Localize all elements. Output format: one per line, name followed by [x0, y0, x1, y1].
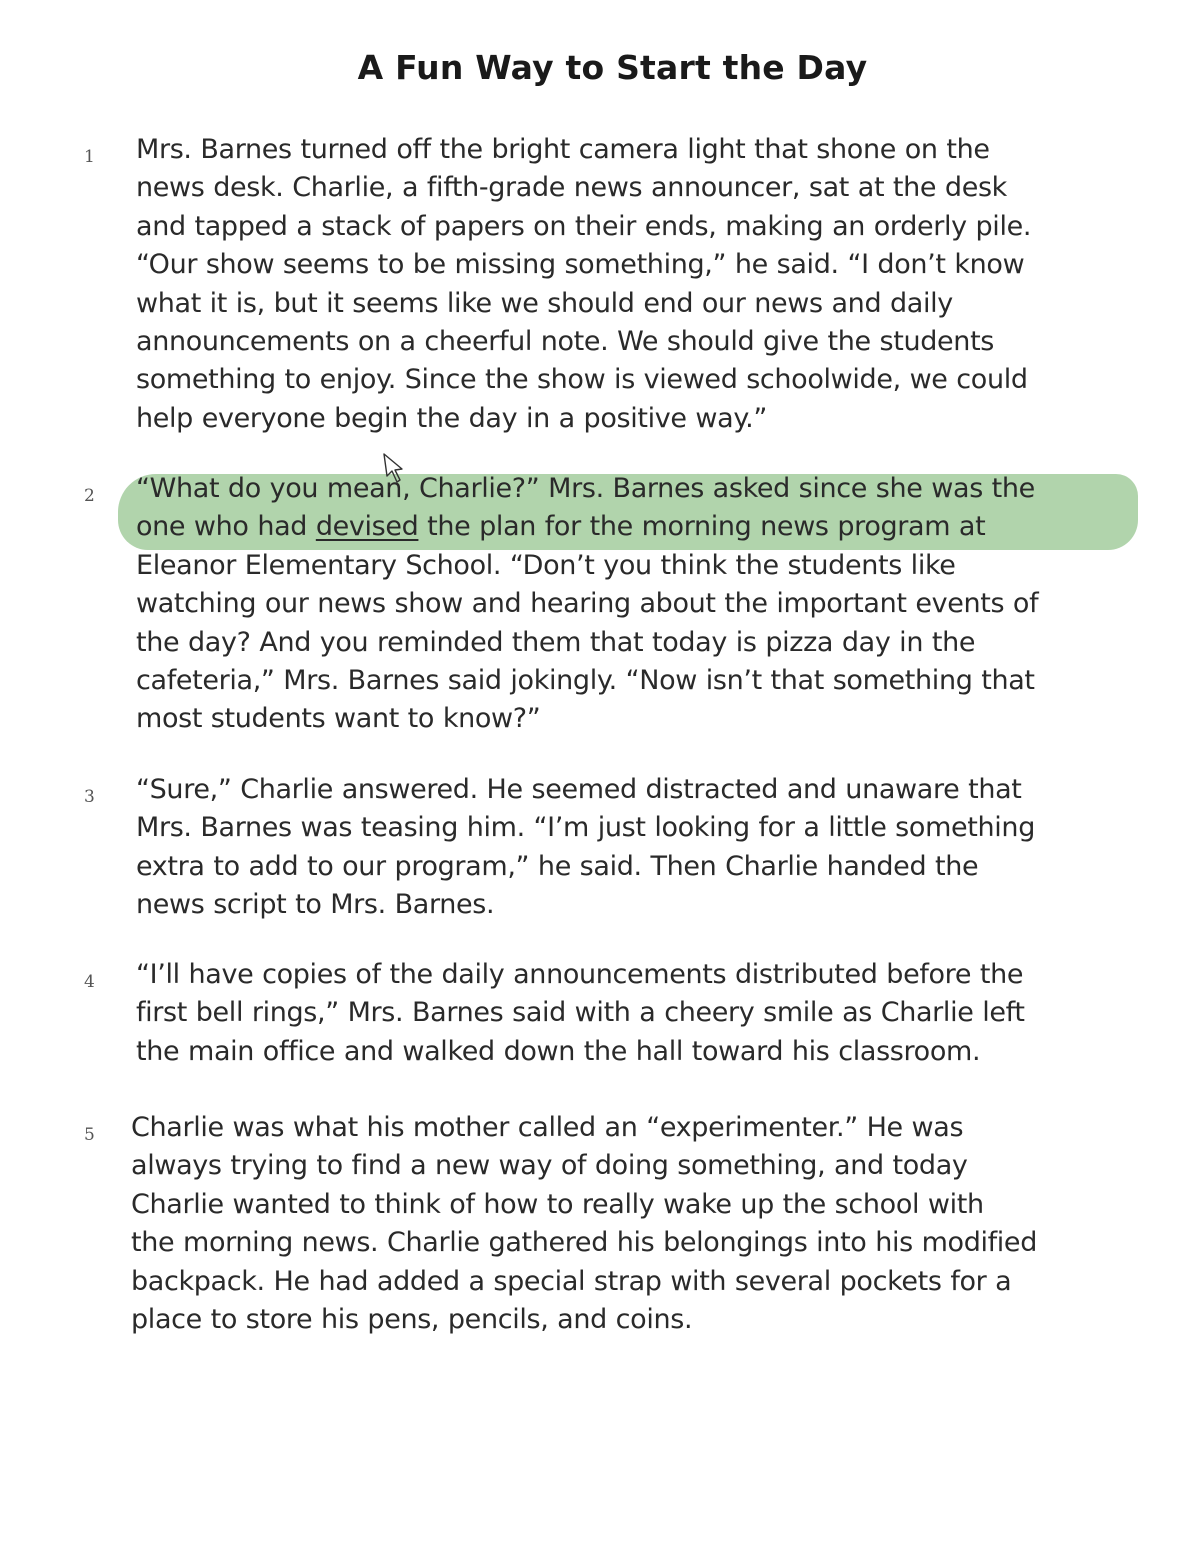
paragraph-line: “Our show seems to be missing something,” he said. “I don’t know — [136, 249, 1025, 281]
paragraph-2 — [136, 470, 1141, 739]
paragraph-line: Charlie wanted to think of how to really wake up the school with — [131, 1188, 984, 1220]
paragraph-line: backpack. He had added a special strap with several pockets for a — [131, 1265, 1012, 1297]
paragraph-line: the day? And you reminded them that today is pizza day in the — [136, 626, 976, 658]
paragraph-line: Mrs. Barnes turned off the bright camera light that shone on the — [136, 134, 990, 165]
paragraph-line: Eleanor Elementary School. “Don’t you think the students like — [136, 549, 956, 581]
paragraph-line: “What do you mean, Charlie?” Mrs. Barnes asked since she was the — [136, 473, 1035, 504]
underlined-word: devised — [315, 511, 419, 543]
paragraph-number: 2 — [84, 486, 95, 506]
paragraph-number: 3 — [84, 787, 95, 807]
paragraph-1 — [136, 131, 1141, 438]
paragraph-line: watching our news show and hearing about the important events of — [136, 588, 1039, 620]
paragraph-3 — [136, 771, 1141, 925]
paragraph-line: “I’ll have copies of the daily announcements distributed before the — [136, 959, 1024, 990]
paragraph-number: 4 — [84, 972, 95, 992]
paragraph-line: news desk. Charlie, a fifth-grade news announcer, sat at the desk — [136, 172, 1007, 204]
paragraph-line: announcements on a cheerful note. We should give the students — [136, 326, 995, 358]
paragraph-line: and tapped a stack of papers on their ends, making an orderly pile. — [136, 210, 1032, 242]
paragraph-line: something to enjoy. Since the show is viewed schoolwide, we could — [136, 364, 1028, 396]
paragraph-line: extra to add to our program,” he said. Then Charlie handed the — [136, 850, 979, 882]
paragraph-line: news script to Mrs. Barnes. — [136, 889, 495, 921]
paragraph-number: 1 — [84, 147, 95, 167]
line-text: the plan for the morning news program at — [418, 511, 986, 543]
mouse-pointer-icon — [378, 452, 418, 492]
paragraph-line: most students want to know?” — [136, 703, 541, 735]
paragraph-line: place to store his pens, pencils, and coins. — [131, 1304, 693, 1336]
paragraph-line: “Sure,” Charlie answered. He seemed distracted and unaware that — [136, 774, 1022, 805]
paragraph-line: Charlie was what his mother called an “experimenter.” He was — [131, 1112, 964, 1143]
paragraph-line: the morning news. Charlie gathered his belongings into his modified — [131, 1227, 1037, 1259]
paragraph-line — [136, 508, 1141, 546]
page-title: A Fun Way to Start the Day — [357, 48, 868, 87]
paragraph-4 — [136, 956, 1141, 1071]
paragraph-line: cafeteria,” Mrs. Barnes said jokingly. “Now isn’t that something that — [136, 665, 1035, 697]
paragraph-line: what it is, but it seems like we should end our news and daily — [136, 287, 953, 319]
paragraph-line: help everyone begin the day in a positive way.” — [136, 402, 767, 434]
paragraph-line: always trying to find a new way of doing something, and today — [131, 1150, 968, 1182]
paragraph-number: 5 — [84, 1125, 95, 1145]
paragraph-line: first bell rings,” Mrs. Barnes said with a cheery smile as Charlie left — [136, 997, 1025, 1029]
paragraph-line: the main office and walked down the hall toward his classroom. — [136, 1035, 981, 1067]
line-text: one who had — [136, 511, 316, 543]
paragraph-line: Mrs. Barnes was teasing him. “I’m just looking for a little something — [136, 812, 1035, 844]
paragraph-5 — [131, 1109, 1136, 1339]
